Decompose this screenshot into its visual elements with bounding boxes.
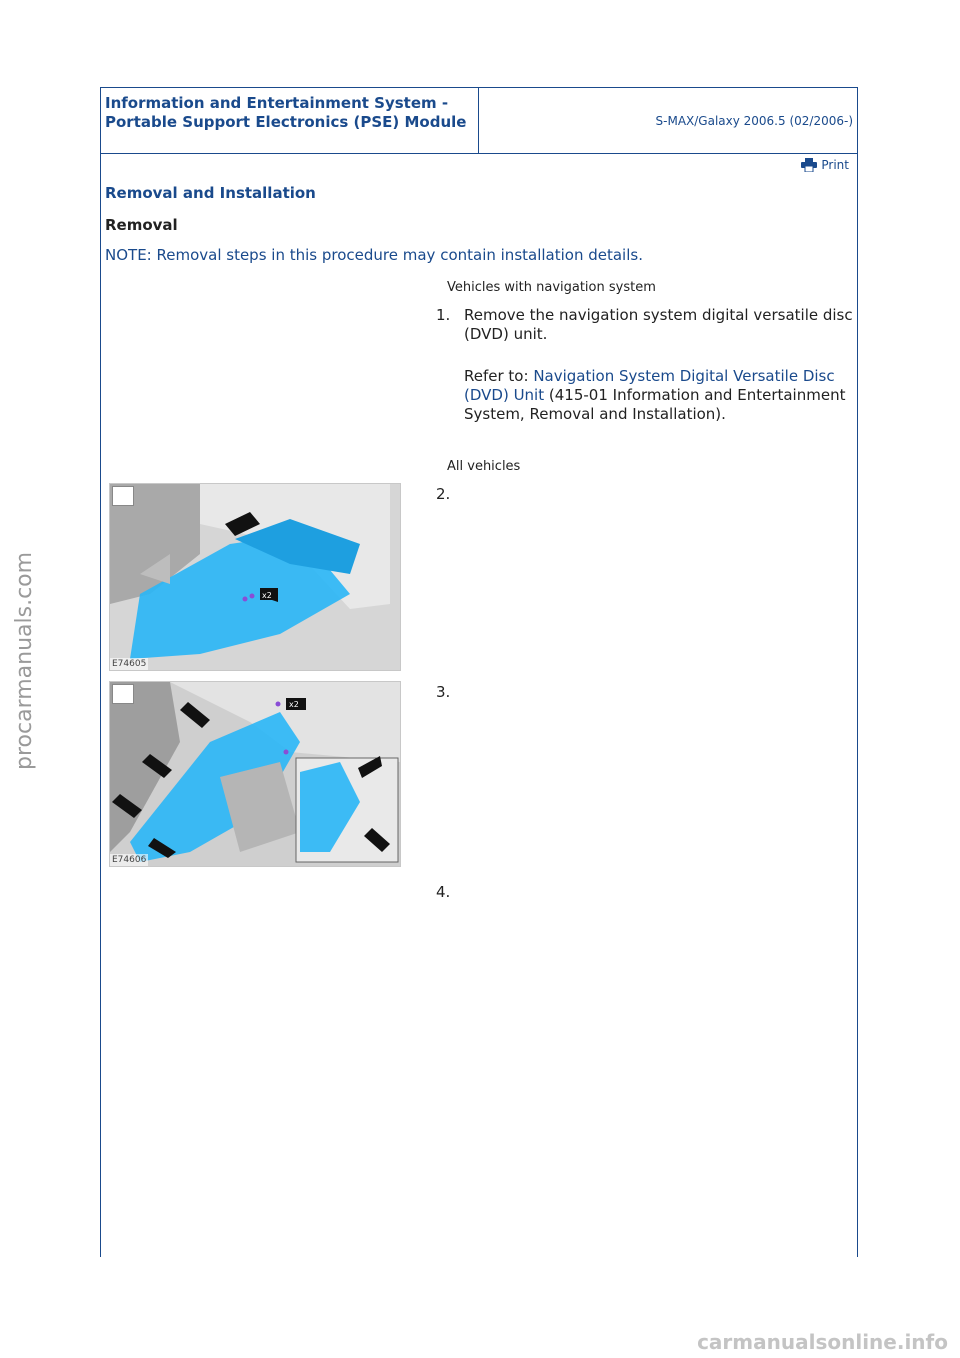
page-frame [100, 87, 858, 1257]
figure-id: E74606 [112, 855, 147, 865]
refer-suffix: (415-01 Information and Entertainment System, Removal and Installation). [464, 386, 846, 423]
procedure-heading: Removal and Installation [105, 184, 316, 202]
step-1-reference [464, 367, 856, 424]
header [101, 88, 857, 154]
step-2-number: 2. [436, 485, 451, 503]
refer-prefix: Refer to: [464, 367, 529, 385]
note-text: NOTE: Removal steps in this procedure may contain installation details. [105, 246, 643, 264]
figure-e74605-drawing [110, 484, 400, 670]
step-1-text: Remove the navigation system digital versatile disc (DVD) unit. [464, 306, 853, 343]
figure-step-2[interactable] [109, 483, 401, 671]
group-all-label: All vehicles [447, 459, 521, 474]
print-button[interactable] [801, 158, 849, 172]
print-label: Print [821, 158, 849, 172]
zoom-icon[interactable] [112, 486, 134, 506]
refer-link[interactable]: Navigation System Digital Versatile Disc (DVD) Unit [464, 367, 835, 404]
figure-id: E74605 [112, 659, 147, 669]
callout-x2: x2 [262, 591, 272, 600]
side-watermark: procarmanuals.com [12, 551, 37, 770]
step-4-number: 4. [436, 883, 451, 901]
page-title: Information and Entertainment System - Portable Support Electronics (PSE) Module [101, 88, 479, 153]
step-1-number: 1. [436, 306, 451, 324]
model-label: S-MAX/Galaxy 2006.5 (02/2006-) [655, 113, 853, 128]
bottom-watermark: carmanualsonline.info [697, 1330, 948, 1354]
figure-step-3[interactable] [109, 681, 401, 867]
figure-e74606-drawing [110, 682, 400, 866]
callout-x2-b: x2 [289, 700, 299, 709]
printer-icon [801, 158, 817, 172]
zoom-icon[interactable] [112, 684, 134, 704]
section-heading: Removal [105, 216, 178, 234]
group-nav-label: Vehicles with navigation system [447, 280, 656, 295]
step-3-number: 3. [436, 683, 451, 701]
